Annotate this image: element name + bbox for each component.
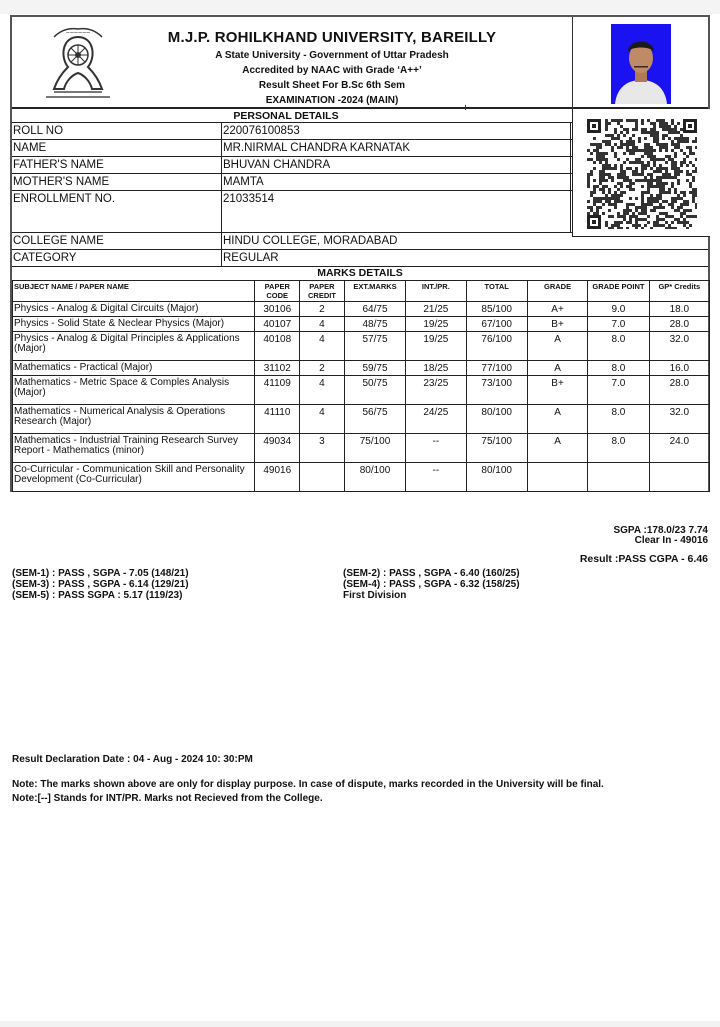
total-marks-cell: 67/100 [466, 317, 527, 332]
subject-name-cell: Mathematics - Numerical Analysis & Operations Research (Major) [13, 405, 255, 434]
table-row [13, 332, 710, 361]
result-cgpa: Result :PASS CGPA - 6.46 [579, 553, 708, 565]
total-marks-cell: 80/100 [466, 405, 527, 434]
col-gp-credits: GP* Credits [649, 281, 709, 302]
subject-name-cell: Mathematics - Metric Space & Comples Analysis (Major) [13, 376, 255, 405]
table-row [13, 434, 710, 463]
paper-code-cell: 49034 [255, 434, 300, 463]
gp-credits-cell: 28.0 [649, 317, 709, 332]
subject-name-cell: Physics - Analog & Digital Circuits (Major) [13, 302, 255, 317]
photo-cell [572, 17, 710, 109]
grade-cell: A [527, 361, 587, 376]
int-pr-cell: 19/25 [406, 317, 466, 332]
father-name-label: FATHER'S NAME [12, 157, 222, 173]
sem-1-result: (SEM-1) : PASS , SGPA - 7.05 (148/21) [12, 568, 189, 579]
current-sgpa: SGPA :178.0/23 7.74 [613, 525, 708, 536]
qr-cell [572, 109, 710, 237]
examination-title: EXAMINATION -2024 (MAIN) [265, 95, 399, 106]
int-pr-cell: 18/25 [406, 361, 466, 376]
gp-credits-cell: 32.0 [649, 332, 709, 361]
ext-marks-cell: 80/100 [344, 463, 405, 492]
top-strip [0, 0, 720, 14]
table-row [13, 317, 710, 332]
grade-point-cell: 8.0 [588, 332, 649, 361]
college-label: COLLEGE NAME [12, 233, 222, 249]
gp-credits-cell: 18.0 [649, 302, 709, 317]
grade-cell: A [527, 434, 587, 463]
total-marks-cell: 77/100 [466, 361, 527, 376]
sgpa-block [613, 526, 708, 546]
grade-cell: A [527, 405, 587, 434]
father-name-value: BHUVAN CHANDRA [222, 157, 571, 173]
subject-name-cell: Mathematics - Practical (Major) [13, 361, 255, 376]
name-label: NAME [12, 140, 222, 156]
grade-point-cell: 7.0 [588, 376, 649, 405]
personal-details-section [12, 109, 708, 267]
paper-credit-cell: 2 [300, 302, 345, 317]
total-marks-cell: 80/100 [466, 463, 527, 492]
total-marks-cell: 75/100 [466, 434, 527, 463]
paper-credit-cell [300, 463, 345, 492]
clear-in: Clear In - 49016 [634, 535, 708, 546]
marks-header-row [13, 281, 710, 302]
note-display-purpose: Note: The marks shown above are only for display purpose. In case of dispute, marks recorded in the University will be final. [12, 779, 604, 790]
paper-code-cell: 41109 [255, 376, 300, 405]
university-status: A State University - Government of Uttar Pradesh [215, 50, 449, 61]
col-ext-marks: EXT.MARKS [344, 281, 405, 302]
sem-2-result: (SEM-2) : PASS , SGPA - 6.40 (160/25) [343, 568, 520, 579]
result-sheet-title: Result Sheet For B.Sc 6th Sem [258, 80, 406, 91]
grade-cell: A+ [527, 302, 587, 317]
col-total: TOTAL [466, 281, 527, 302]
table-row [13, 405, 710, 434]
grade-cell [527, 463, 587, 492]
int-pr-cell: 19/25 [406, 332, 466, 361]
ext-marks-cell: 50/75 [344, 376, 405, 405]
semester-results-left [12, 568, 189, 601]
subject-name-cell: Co-Curricular - Communication Skill and Personality Development (Co-Curricular) [13, 463, 255, 492]
bottom-strip [0, 1021, 720, 1027]
result-sheet [10, 15, 710, 492]
enrollment-label: ENROLLMENT NO. [12, 191, 222, 232]
int-pr-cell: -- [406, 463, 466, 492]
university-title-block [142, 29, 522, 106]
col-subject: SUBJECT NAME / PAPER NAME [13, 281, 255, 302]
ext-marks-cell: 57/75 [344, 332, 405, 361]
total-marks-cell: 85/100 [466, 302, 527, 317]
mother-name-label: MOTHER'S NAME [12, 174, 222, 190]
paper-code-cell: 40108 [255, 332, 300, 361]
gp-credits-cell: 28.0 [649, 376, 709, 405]
paper-credit-cell: 4 [300, 405, 345, 434]
grade-point-cell: 9.0 [588, 302, 649, 317]
int-pr-cell: 24/25 [406, 405, 466, 434]
col-grade-point: GRADE POINT [588, 281, 649, 302]
gp-credits-cell: 32.0 [649, 405, 709, 434]
subject-name-cell: Physics - Analog & Digital Principles & Applications (Major) [13, 332, 255, 361]
col-grade: GRADE [527, 281, 587, 302]
col-int-pr: INT./PR. [406, 281, 466, 302]
note-int-pr: Note:[--] Stands for INT/PR. Marks not Recieved from the College. [12, 793, 323, 804]
gp-credits-cell: 24.0 [649, 434, 709, 463]
ext-marks-cell: 64/75 [344, 302, 405, 317]
grade-point-cell: 8.0 [588, 405, 649, 434]
roll-no-value: 220076100853 [222, 123, 571, 139]
sheet-header [12, 17, 708, 109]
sem-5-result: (SEM-5) : PASS SGPA : 5.17 (119/23) [12, 590, 183, 601]
table-row [13, 376, 710, 405]
gp-credits-cell: 16.0 [649, 361, 709, 376]
marks-details-title: MARKS DETAILS [317, 267, 403, 279]
grade-point-cell: 8.0 [588, 434, 649, 463]
table-row [13, 361, 710, 376]
int-pr-cell: 21/25 [406, 302, 466, 317]
total-marks-cell: 73/100 [466, 376, 527, 405]
paper-code-cell: 30106 [255, 302, 300, 317]
ext-marks-cell: 56/75 [344, 405, 405, 434]
sem-4-result: (SEM-4) : PASS , SGPA - 6.32 (158/25) [343, 579, 520, 590]
paper-credit-cell: 4 [300, 332, 345, 361]
mother-name-value: MAMTA [222, 174, 571, 190]
university-name: M.J.P. ROHILKHAND UNIVERSITY, BAREILLY [167, 29, 497, 46]
sem-3-result: (SEM-3) : PASS , SGPA - 6.14 (129/21) [12, 579, 189, 590]
enrollment-value: 21033514 [222, 191, 571, 232]
grade-cell: A [527, 332, 587, 361]
paper-credit-cell: 4 [300, 376, 345, 405]
paper-code-cell: 31102 [255, 361, 300, 376]
svg-text:~~~~~~: ~~~~~~ [65, 30, 91, 37]
subject-name-cell: Physics - Solid State & Neclear Physics (Major) [13, 317, 255, 332]
grade-cell: B+ [527, 376, 587, 405]
total-marks-cell: 76/100 [466, 332, 527, 361]
personal-details-title: PERSONAL DETAILS [12, 109, 708, 123]
category-value: REGULAR [223, 252, 279, 264]
marks-table [12, 280, 710, 492]
gp-credits-cell [649, 463, 709, 492]
name-value: MR.NIRMAL CHANDRA KARNATAK [222, 140, 571, 156]
grade-point-cell [588, 463, 649, 492]
grade-point-cell: 7.0 [588, 317, 649, 332]
subject-name-cell: Mathematics - Industrial Training Research Survey Report - Mathematics (minor) [13, 434, 255, 463]
accreditation: Accredited by NAAC with Grade ‘A++’ [242, 65, 422, 76]
paper-code-cell: 41110 [255, 405, 300, 434]
ext-marks-cell: 59/75 [344, 361, 405, 376]
university-emblem-icon [40, 23, 116, 101]
grade-point-cell: 8.0 [588, 361, 649, 376]
int-pr-cell: -- [406, 434, 466, 463]
paper-credit-cell: 4 [300, 317, 345, 332]
col-paper-credit: PAPER CREDIT [300, 281, 345, 302]
detail-row-category [12, 250, 708, 267]
table-row [13, 463, 710, 492]
paper-credit-cell: 3 [300, 434, 345, 463]
ext-marks-cell: 75/100 [344, 434, 405, 463]
division: First Division [343, 590, 407, 601]
int-pr-cell: 23/25 [406, 376, 466, 405]
college-value: HINDU COLLEGE, MORADABAD [223, 235, 398, 247]
student-photo [611, 24, 671, 104]
roll-no-label: ROLL NO [12, 123, 222, 139]
category-label: CATEGORY [12, 250, 222, 266]
table-row [13, 302, 710, 317]
col-paper-code: PAPER CODE [255, 281, 300, 302]
paper-credit-cell: 2 [300, 361, 345, 376]
semester-results-right [343, 568, 520, 601]
result-declaration-date: Result Declaration Date : 04 - Aug - 2024 10: 30:PM [12, 754, 253, 765]
qr-code-icon [587, 119, 697, 229]
paper-code-cell: 49016 [255, 463, 300, 492]
ext-marks-cell: 48/75 [344, 317, 405, 332]
paper-code-cell: 40107 [255, 317, 300, 332]
grade-cell: B+ [527, 317, 587, 332]
